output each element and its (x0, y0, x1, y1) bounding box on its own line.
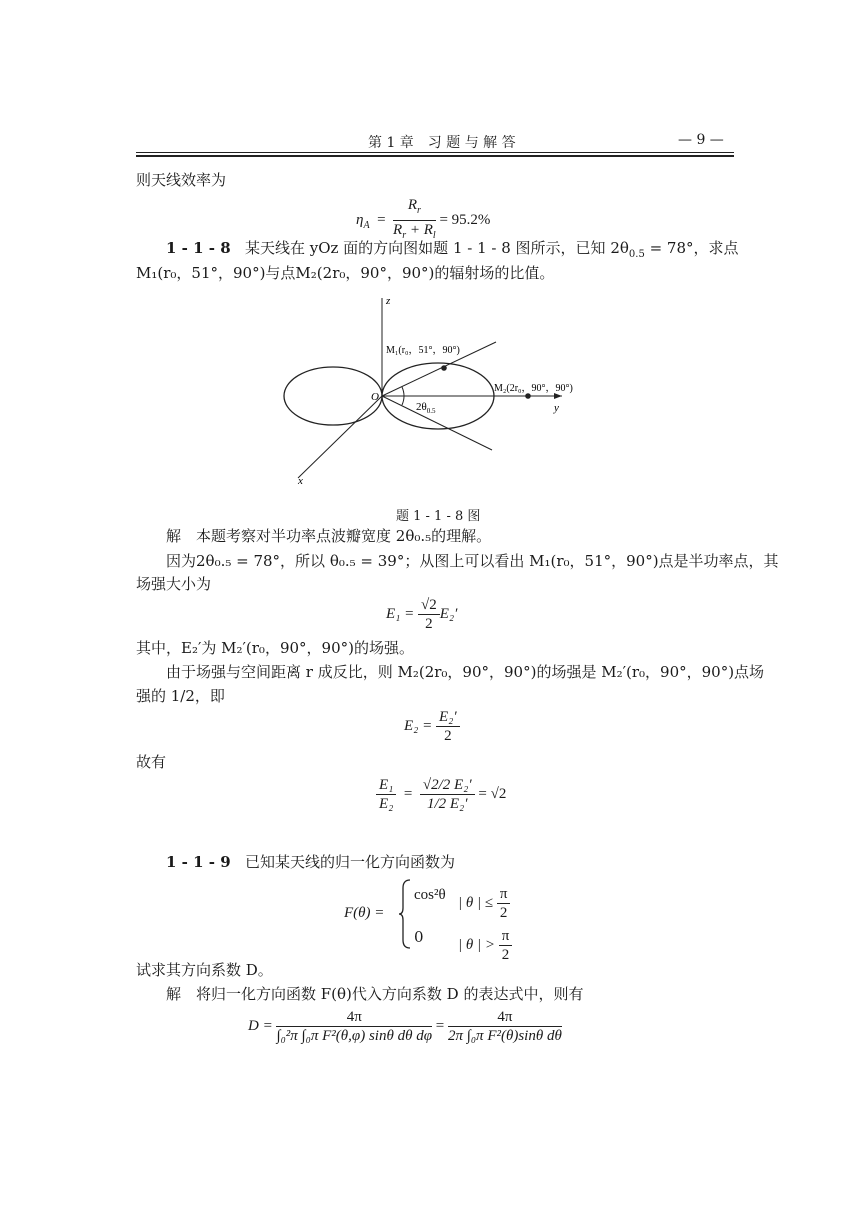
solution-line: 解 将归一化方向函数 F(θ)代入方向系数 D 的表达式中，则有 (166, 985, 584, 1003)
label-z: z (386, 295, 391, 307)
point-m1 (441, 365, 447, 371)
point-m2 (525, 393, 531, 399)
header-rule-thin (136, 152, 734, 153)
problem-1-1-9: 1 - 1 - 9 已知某天线的归一化方向函数为 (166, 853, 455, 871)
figure-caption: 题 1 - 1 - 8 图 (396, 509, 481, 524)
label-x: x (298, 475, 303, 487)
equation-ratio: $\frac{\text{E₁}}{\text{E₂}}$ = $\frac{\text{√2/2 E₂′}}{\text{1/2 E₂′}}$ = √2 (376, 776, 506, 813)
case-1: cos²θ (414, 887, 446, 903)
solution-line: 由于场强与空间距离 r 成反比，则 M₂(2r₀，90°，90°)的场强是 M₂′(r₀，90°，90°)点场 (166, 663, 765, 681)
page-number: — 9 — (678, 132, 724, 148)
equation-directivity: D = $\frac{4\pi}{\text{∫₀²π ∫₀π F²(θ,φ) sinθ dθ dφ}}$ = $\frac{4\pi}{\text{2π ∫₀π F²(θ)sinθ dθ}}$ (248, 1009, 562, 1044)
solution-line: 因为2θ₀.₅ = 78°，所以 θ₀.₅ = 39°；从图上可以看出 M₁(r₀，51°，90°)点是半功率点，其 (166, 552, 779, 570)
equation-efficiency: $\eta_A$ = $\frac{R_r}{R_r + R_l}$ = 95.2% (356, 197, 491, 241)
label-m2: M₂(2r₀，90°，90°) (494, 383, 573, 394)
solution-line: 故有 (136, 753, 167, 771)
case-2-condition: | θ | > $\frac{\pi}{2}$ (458, 927, 512, 964)
solution-line: 解 本题考察对半功率点波瓣宽度 2θ₀.₅的理解。 (166, 527, 492, 545)
text-line: 则天线效率为 (136, 171, 227, 189)
header-rule-thick (136, 155, 734, 157)
label-angle: $2\theta_{0.5}$ (416, 401, 436, 415)
function-lhs: F(θ) = (344, 905, 385, 921)
equation-e2: E₂ = $\frac{\text{E₂′}}{2}$ (404, 708, 460, 745)
equation-e1: E₁ = $\frac{√2}{2}$ E₂′ (386, 597, 458, 632)
label-m1: M₁(r₀，51°，90°) (386, 345, 460, 356)
running-head: 第 1 章 习 题 与 解 答 (368, 135, 516, 151)
label-origin: O (371, 391, 379, 403)
solution-line: 场强大小为 (136, 575, 212, 593)
x-axis (298, 396, 382, 478)
problem-1-1-8: 1 - 1 - 8 某天线在 yOz 面的方向图如题 1 - 1 - 8 图所示，已知 $2\theta_{0.5} = 78^\circ$，求点 (166, 239, 739, 260)
left-lobe (284, 367, 382, 425)
label-y: y (554, 402, 559, 414)
brace-icon (398, 878, 412, 950)
half-power-line-lower (382, 396, 492, 450)
case-1-condition: | θ | ≤ $\frac{\pi}{2}$ (458, 885, 510, 922)
solution-line: 强的 1/2，即 (136, 687, 225, 705)
case-2: 0 (414, 928, 424, 946)
solution-line: 其中，E₂′为 M₂′(r₀，90°，90°)的场强。 (136, 639, 414, 657)
radiation-pattern-figure (270, 290, 610, 490)
problem-ask: 试求其方向系数 D。 (136, 961, 273, 979)
problem-1-1-8-line2: M₁(r₀，51°，90°)与点M₂(2r₀，90°，90°)的辐射场的比值。 (136, 264, 555, 282)
